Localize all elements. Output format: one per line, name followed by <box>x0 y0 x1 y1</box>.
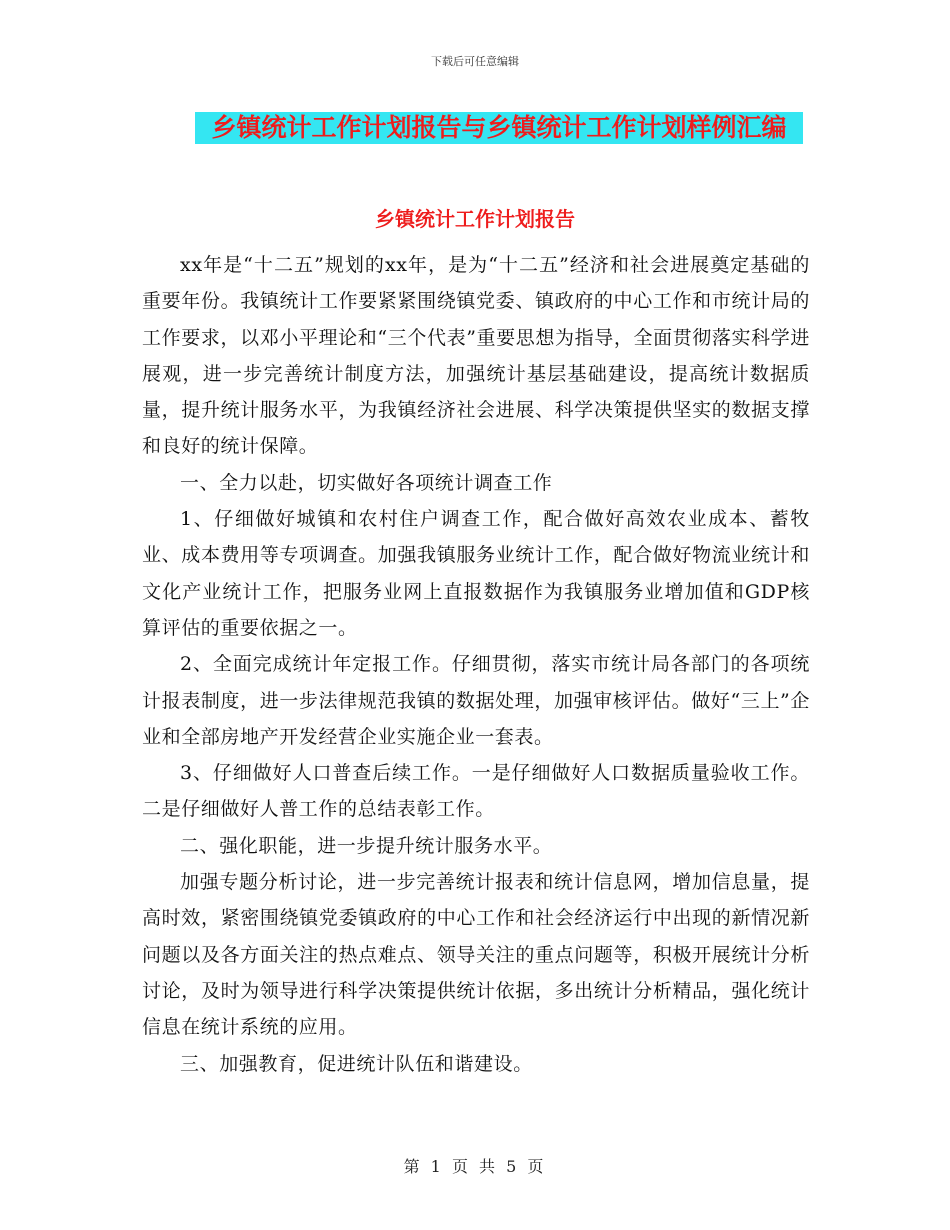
document-body <box>142 247 810 1082</box>
heading-one: 一、全力以赴，切实做好各项统计调查工作 <box>180 471 553 494</box>
page-number-footer: 第 1 页 共 5 页 <box>403 1157 547 1176</box>
paragraph-item-1: 1、仔细做好城镇和农村住户调查工作，配合做好高效农业成本、蓄牧业、成本费用等专项调查。加强我镇服务业统计工作，配合做好物流业统计和文化产业统计工作，把服务业网上直报数据作为我镇服务业增加值和GDP核算评估的重要依据之一。 <box>142 508 810 639</box>
paragraph-analysis: 加强专题分析讨论，进一步完善统计报表和统计信息网，增加信息量，提高时效，紧密围绕镇党委镇政府的中心工作和社会经济运行中出现的新情况新问题以及各方面关注的热点难点、领导关注的重点问题等，积极开展统计分析讨论，及时为领导进行科学决策提供统计依据，多出统计分析精品，强化统计信息在统计系统的应用。 <box>142 871 810 1039</box>
paragraph-item-3: 3、仔细做好人口普查后续工作。一是仔细做好人口数据质量验收工作。二是仔细做好人普工作的总结表彰工作。 <box>142 762 810 821</box>
heading-two: 二、强化职能，进一步提升统计服务水平。 <box>180 834 553 857</box>
paragraph-item-2: 2、全面完成统计年定报工作。仔细贯彻，落实市统计局各部门的各项统计报表制度，进一步法律规范我镇的数据处理，加强审核评估。做好“三上”企业和全部房地产开发经营企业实施企业一套表。 <box>142 653 810 748</box>
paragraph-intro: xx年是“十二五”规划的xx年，是为“十二五”经济和社会进展奠定基础的重要年份。我镇统计工作要紧紧围绕镇党委、镇政府的中心工作和市统计局的工作要求，以邓小平理论和“三个代表”重要思想为指导，全面贯彻落实科学进展观，进一步完善统计制度方法，加强统计基层基础建设，提高统计数据质量，提升统计服务水平，为我镇经济社会进展、科学决策提供坚实的数据支撑和良好的统计保障。 <box>142 254 810 458</box>
document-main-title: 乡镇统计工作计划报告与乡镇统计工作计划样例汇编 <box>195 112 803 144</box>
section-title: 乡镇统计工作计划报告 <box>375 207 575 231</box>
heading-three: 三、加强教育，促进统计队伍和谐建设。 <box>180 1052 533 1075</box>
header-note: 下载后可任意编辑 <box>431 55 519 68</box>
